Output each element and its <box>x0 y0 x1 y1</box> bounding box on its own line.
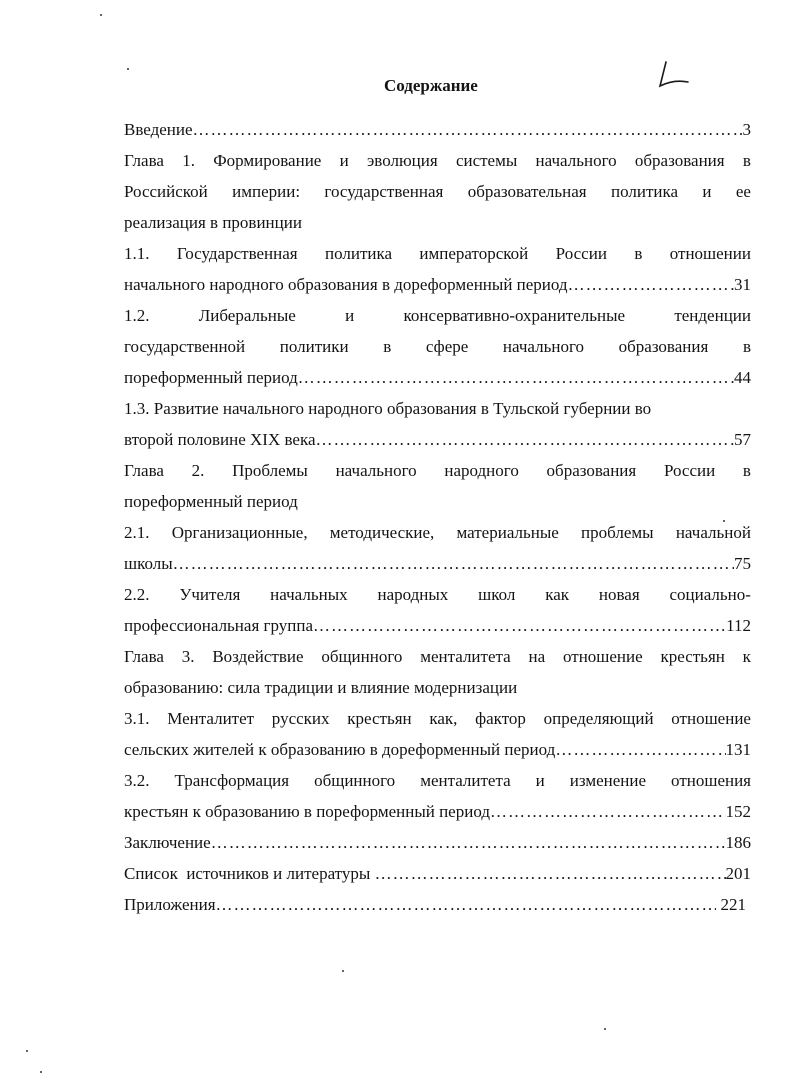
word: образования <box>546 461 637 480</box>
page-title: Содержание <box>384 76 478 95</box>
word: Государственная <box>176 244 298 263</box>
word: России <box>555 244 607 263</box>
leader-dots <box>298 362 734 393</box>
word: 2.2. <box>124 585 150 604</box>
leader-dots <box>568 269 734 300</box>
scan-speck <box>100 14 102 16</box>
toc-entry-text: Введение <box>124 120 193 139</box>
word: начального <box>502 337 584 356</box>
word: фактор <box>475 709 526 728</box>
toc-page-number: 31 <box>734 275 751 294</box>
toc-section-2-2-line-1[interactable] <box>124 579 751 610</box>
word: Российской <box>124 182 208 201</box>
toc-page-number: 221 <box>716 895 746 914</box>
word: 2. <box>191 461 205 480</box>
word: общинного <box>321 647 403 666</box>
word: Либеральные <box>198 306 296 325</box>
toc-entry-conclusion[interactable] <box>124 827 751 858</box>
word: методические, <box>329 523 435 542</box>
word: как, <box>429 709 458 728</box>
word: Организационные, <box>171 523 308 542</box>
word: к <box>742 647 751 666</box>
word: и <box>345 306 355 325</box>
word: Проблемы <box>232 461 308 480</box>
leader-dots <box>316 424 734 455</box>
word: 3.1. <box>124 709 150 728</box>
word: крестьян <box>660 647 725 666</box>
word: народных <box>377 585 449 604</box>
word: социально- <box>669 585 751 604</box>
word: Глава <box>124 647 164 666</box>
toc-page-number: 201 <box>725 864 751 883</box>
scan-speck <box>26 1050 28 1052</box>
leader-dots <box>555 734 725 765</box>
word: политика <box>325 244 393 263</box>
word: государственной <box>124 337 246 356</box>
word: определяющий <box>543 709 654 728</box>
toc-entry-text: Приложения <box>124 895 216 914</box>
word: отношение <box>562 647 643 666</box>
word: ее <box>735 182 751 201</box>
toc-entry-text: крестьян к образованию в пореформенный период <box>124 802 490 821</box>
word: изменение <box>569 771 647 790</box>
word: России <box>663 461 716 480</box>
toc-chapter-2-line-2[interactable]: пореформенный период <box>124 492 298 511</box>
toc-section-1-2-line-2[interactable] <box>124 331 751 362</box>
word: в <box>742 337 751 356</box>
toc-page-number: 186 <box>725 833 751 852</box>
word: образовательная <box>467 182 587 201</box>
word: материальные <box>456 523 559 542</box>
word: начального <box>535 151 617 170</box>
toc-entry-text: второй половине XIX века <box>124 430 316 449</box>
toc-entry-text: профессиональная группа <box>124 616 314 635</box>
toc-section-2-1-line-1[interactable] <box>124 517 751 548</box>
toc-section-3-2-line-2[interactable] <box>124 796 751 827</box>
toc-entry-appendix[interactable] <box>124 889 746 920</box>
scan-speck <box>40 1071 42 1073</box>
word: императорской <box>419 244 529 263</box>
toc-chapter-3-line-1[interactable] <box>124 641 751 672</box>
toc-page-number: 57 <box>734 430 751 449</box>
toc-section-3-1-line-2[interactable] <box>124 734 751 765</box>
word: системы <box>455 151 518 170</box>
toc-page-number: 75 <box>734 554 751 573</box>
svg-text:2: 2 <box>652 58 653 59</box>
word: в <box>742 461 751 480</box>
word: государственная <box>324 182 444 201</box>
word: проблемы <box>581 523 654 542</box>
word: отношение <box>671 709 751 728</box>
word: народного <box>444 461 519 480</box>
word: в <box>634 244 643 263</box>
handwritten-page-number <box>652 58 692 90</box>
word: образования <box>618 337 709 356</box>
toc-entry-text: Заключение <box>124 833 211 852</box>
leader-dots <box>193 114 743 145</box>
word: и <box>339 151 349 170</box>
word: на <box>528 647 546 666</box>
toc-section-1-1-line-1[interactable] <box>124 238 751 269</box>
toc-section-1-2-line-3[interactable] <box>124 362 751 393</box>
toc-entry-sources[interactable] <box>124 858 751 889</box>
toc-page-number: 152 <box>725 802 751 821</box>
scan-speck <box>723 520 725 522</box>
word: тенденции <box>674 306 751 325</box>
toc-section-1-3-line-2[interactable] <box>124 424 751 455</box>
toc-section-2-1-line-2[interactable] <box>124 548 751 579</box>
scan-speck <box>342 970 344 972</box>
toc-page-number: 112 <box>726 616 751 635</box>
word: отношения <box>671 771 751 790</box>
word: 1. <box>182 151 195 170</box>
toc-chapter-1-line-1[interactable] <box>124 145 751 176</box>
leader-dots <box>375 858 726 889</box>
word: и <box>702 182 712 201</box>
toc-chapter-3-line-2[interactable]: образованию: сила традиции и влияние модернизации <box>124 678 518 697</box>
word: Глава <box>124 151 164 170</box>
word: Менталитет <box>167 709 255 728</box>
word: империи: <box>232 182 301 201</box>
toc-entry-intro[interactable] <box>124 114 751 145</box>
leader-dots <box>490 796 726 827</box>
word: школ <box>478 585 516 604</box>
word: отношении <box>669 244 751 263</box>
scan-speck <box>127 68 129 70</box>
leader-dots <box>313 610 726 641</box>
word: начальных <box>270 585 348 604</box>
leader-dots <box>173 548 734 579</box>
word: новая <box>598 585 640 604</box>
toc-entry-text: начального народного образования в дореформенный период <box>124 275 568 294</box>
word: Формирование <box>213 151 322 170</box>
word: 1.2. <box>124 306 150 325</box>
word: Учителя <box>179 585 241 604</box>
toc-entry-text: пореформенный период <box>124 368 298 387</box>
leader-dots <box>216 889 717 920</box>
word: Воздействие <box>212 647 304 666</box>
word: русских <box>271 709 330 728</box>
word: консервативно-охранительные <box>403 306 626 325</box>
toc-entry-text: школы <box>124 554 173 573</box>
toc-page-number: 44 <box>734 368 751 387</box>
word: эволюция <box>366 151 438 170</box>
word: политики <box>279 337 349 356</box>
toc-chapter-1-line-3[interactable]: реализация в провинции <box>124 213 302 232</box>
toc-chapter-1-line-2[interactable] <box>124 176 751 207</box>
word: политика <box>610 182 679 201</box>
word: и <box>535 771 545 790</box>
word: 2.1. <box>124 523 150 542</box>
word: начальной <box>675 523 751 542</box>
toc-page-number: 131 <box>725 740 751 759</box>
toc-section-1-3-line-1[interactable]: 1.3. Развитие начального народного образования в Тульской губернии во <box>124 399 652 418</box>
word: 3. <box>181 647 195 666</box>
word: 1.1. <box>124 244 150 263</box>
toc-entry-text: сельских жителей к образованию в дореформенный период <box>124 740 556 759</box>
toc-section-3-1-line-1[interactable] <box>124 703 751 734</box>
word: образования <box>634 151 725 170</box>
word: Трансформация <box>174 771 290 790</box>
toc-page-number: 3 <box>742 120 751 139</box>
word: как <box>545 585 570 604</box>
leader-dots <box>211 827 726 858</box>
word: Глава <box>124 461 164 480</box>
toc-section-1-1-line-2[interactable] <box>124 269 751 300</box>
word: менталитета <box>420 647 511 666</box>
word: крестьян <box>347 709 412 728</box>
word: в <box>383 337 392 356</box>
toc-chapter-2-line-1[interactable] <box>124 455 751 486</box>
scan-speck <box>604 1028 606 1030</box>
toc-section-1-2-line-1[interactable] <box>124 300 751 331</box>
word: общинного <box>314 771 396 790</box>
word: менталитета <box>420 771 511 790</box>
word: начального <box>335 461 417 480</box>
toc-entry-text: Список источников и литературы <box>124 864 375 883</box>
word: 3.2. <box>124 771 150 790</box>
toc-section-2-2-line-2[interactable] <box>124 610 751 641</box>
word: сфере <box>425 337 469 356</box>
toc-section-3-2-line-1[interactable] <box>124 765 751 796</box>
word: в <box>742 151 751 170</box>
